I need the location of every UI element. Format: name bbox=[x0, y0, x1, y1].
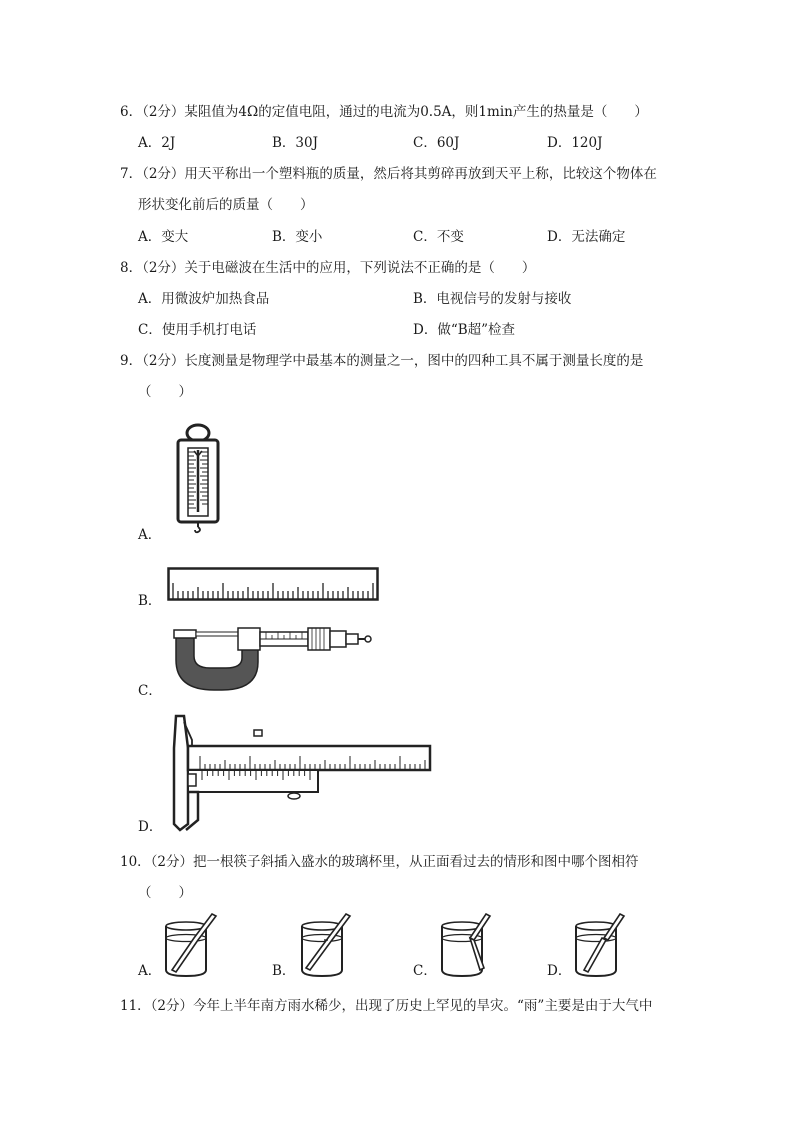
q8-option-b[interactable]: B．电视信号的发射与接收 bbox=[413, 291, 572, 307]
vernier-caliper-icon[interactable] bbox=[170, 712, 432, 834]
question-9-text-line1: 9．（2分）长度测量是物理学中最基本的测量之一，图中的四种工具不属于测量长度的是 bbox=[120, 353, 644, 369]
micrometer-icon[interactable] bbox=[166, 622, 372, 694]
q7-option-a[interactable]: A．变大 bbox=[138, 229, 189, 245]
q10-option-d-label[interactable]: D． bbox=[547, 963, 572, 979]
q8-option-d[interactable]: D．做“B超”检查 bbox=[413, 322, 516, 338]
q10-option-c-label[interactable]: C． bbox=[413, 963, 437, 979]
question-8-text: 8．（2分）关于电磁波在生活中的应用，下列说法不正确的是（ ） bbox=[120, 260, 536, 276]
q7-option-c[interactable]: C．不变 bbox=[413, 229, 464, 245]
cup-chopstick-c-icon[interactable] bbox=[438, 912, 494, 978]
q8-option-a[interactable]: A．用微波炉加热食品 bbox=[138, 291, 270, 307]
question-7-text-line1: 7．（2分）用天平称出一个塑料瓶的质量，然后将其剪碎再放到天平上称，比较这个物体在 bbox=[120, 166, 657, 182]
q6-option-a[interactable]: A．2J bbox=[138, 135, 176, 151]
question-11-text: 11．（2分）今年上半年南方雨水稀少，出现了历史上罕见的旱灾。“雨”主要是由于大气中 bbox=[120, 998, 653, 1014]
q6-option-c[interactable]: C．60J bbox=[413, 135, 460, 151]
q9-option-a-label[interactable]: A． bbox=[138, 527, 162, 543]
question-10-text-line2: （ ） bbox=[138, 885, 192, 901]
question-6-text: 6．（2分）某阻值为4Ω的定值电阻，通过的电流为0.5A，则1min产生的热量是（ ） bbox=[120, 104, 648, 120]
q6-option-d[interactable]: D．120J bbox=[547, 135, 603, 151]
question-10-text-line1: 10．（2分）把一根筷子斜插入盛水的玻璃杯里，从正面看过去的情形和图中哪个图相符 bbox=[120, 854, 639, 870]
q7-option-b[interactable]: B．变小 bbox=[272, 229, 323, 245]
q7-option-d[interactable]: D．无法确定 bbox=[547, 229, 626, 245]
q8-option-c[interactable]: C．使用手机打电话 bbox=[138, 322, 257, 338]
q6-option-b[interactable]: B．30J bbox=[272, 135, 319, 151]
q10-option-b-label[interactable]: B． bbox=[272, 963, 296, 979]
question-7-text-line2: 形状变化前后的质量（ ） bbox=[138, 197, 314, 213]
q9-option-c-label[interactable]: C． bbox=[138, 683, 162, 699]
question-9-text-line2: （ ） bbox=[138, 384, 192, 400]
cup-chopstick-b-icon[interactable] bbox=[298, 912, 354, 978]
q10-option-a-label[interactable]: A． bbox=[138, 963, 162, 979]
q9-option-b-label[interactable]: B． bbox=[138, 593, 162, 609]
q9-option-d-label[interactable]: D． bbox=[138, 819, 163, 835]
cup-chopstick-a-icon[interactable] bbox=[162, 912, 218, 978]
ruler-icon[interactable] bbox=[167, 567, 379, 601]
cup-chopstick-d-icon[interactable] bbox=[572, 912, 628, 978]
spring-scale-icon[interactable] bbox=[168, 424, 228, 534]
